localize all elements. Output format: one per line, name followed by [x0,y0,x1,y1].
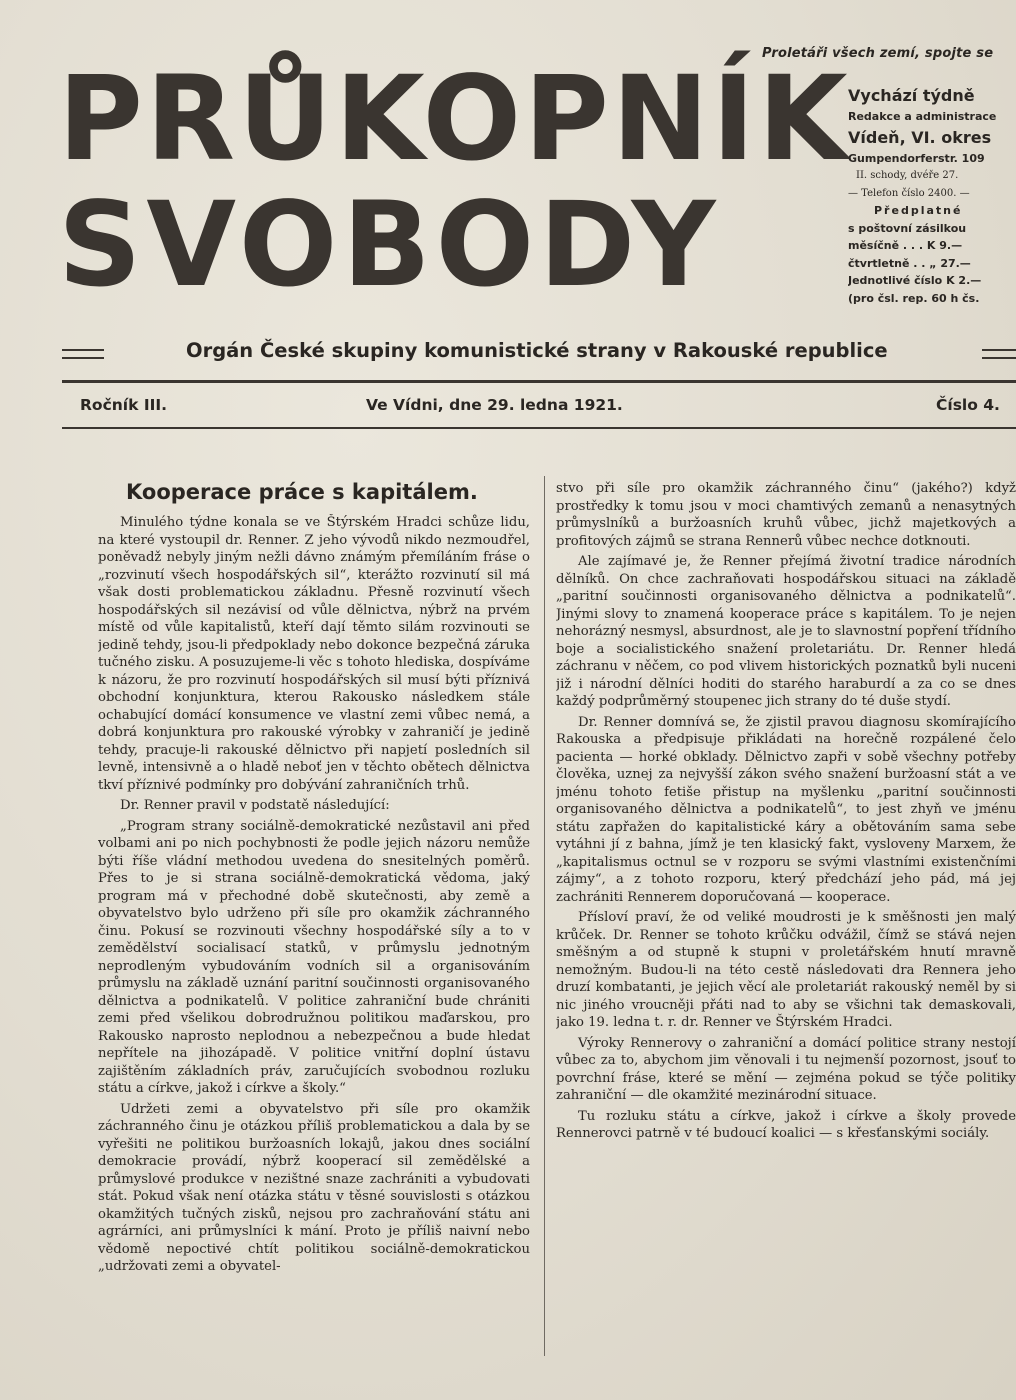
issue-date: Ve Vídni, dne 29. ledna 1921. [366,396,623,414]
article-column-1 [98,514,530,1360]
masthead-title [58,50,851,334]
issue-info-row [80,396,1016,420]
publisher-info-line: s poštovní zásilkou [848,221,967,235]
article-title: Kooperace práce s kapitálem. [126,480,478,504]
article-paragraph: Tu rozluku státu a církve, jakož i církve a školy provede Rennerovci patrně v té budoucí koalici — s křesťanskými sociály. [556,1108,1016,1141]
volume-label: Ročník III. [80,396,168,414]
publisher-info-line: — Telefon číslo 2400. — [848,187,970,199]
article-paragraph: stvo při síle pro okamžik záchranného činu“ (jakého?) když prostředky k tomu jsou v moci chamtivých zemanů a nenasytných průmyslníků a buržoasních kruhů vůbec, jichž majetkových a profitových zájmů se strana Rennerů vůbec nechce dotknouti. [556,481,1016,549]
publisher-info-line: Vídeň, VI. okres [848,127,992,147]
publisher-info-line: čtvrtletně . . „ 27.— [848,256,971,270]
publisher-info-line: Předplatné [874,204,963,217]
article-paragraph: Výroky Rennerovy o zahraniční a domácí politice strany nestojí vůbec za to, abychom jim věnovali i tu nejmenší pozornost, jsouť to povrchní fráse, které se mění — zejména pokud se týče politiky zahraniční — dle okamžité mezinárodní situace. [556,1035,1016,1103]
article-paragraph: Ale zajímavé je, že Renner přejímá životní tradice národních dělníků. On chce zachraňovati hospodářskou situaci na základě „paritní součinnosti organisovaného dělnictva a podnikatelů“. Jinými slovy to znamená kooperace práce s kapitálem. To je nejen nehorázný nesmysl, absurdnost, ale je to slavnostní popření třídního boje a socialistického snažení proletariátu. Dr. Renner hledá záchranu v něčem, co pod vlivem historických poznatků byli nuceni již i národní dělníci hoditi do starého haraburdí a za co se dnes každý podprůměrný stoupenec jich strany do té duše stydí. [556,554,1016,709]
publisher-info-line: (pro čsl. rep. 60 h čs. [848,291,980,305]
publisher-info-line: Jednotlivé číslo K 2.— [848,274,982,287]
subtitle-rule-left [62,349,104,359]
issue-number: Číslo 4. [936,396,1000,414]
article-paragraph: Dr. Renner pravil v podstatě následující: [120,798,390,813]
article-paragraph: Dr. Renner domnívá se, že zjistil pravou diagnosu skomírajícího Rakouska a předpisuje přikládati na horečně rozpálené čelo pacienta — horké obklady. Dělnictvo zapři v sobě všechny potřeby člověka, uznej za nejvyšší zákon svého snažení buržoasní stát a ve jménu tohoto fetiše přistup na myšlenku „paritní součinnosti organisovaného dělnictva a podnikatelů“, to jest zhyň ve jménu státu zapřažen do kapitalistické káry a obětováním sama sebe vytáhni jí z bahna, jímž je ten klasický fakt, vysloveny Marxem, že „kapitalismus octnul se v rozporu se svými vlastními existenčními zájmy“, a z tohoto rozporu, který předchází jeho pád, má jej zachrániti Rennerem doporučovaná — kooperace. [556,714,1016,905]
subtitle-rule-right [982,349,1016,359]
article-paragraph: Minulého týdne konala se ve Štýrském Hradci schůze lidu, na které vystoupil dr. Renner. Z jeho vývodů nikdo nezmoudřel, poněvadž nebyly jiným nežli dávno známým přemíláním fráse o „rozvinutí všech hospodářských sil“, kterážto rozvinutí sil má však dosti problematickou základnu. Přesně rozvinutí všech hospodářských sil nezávisí od vůle dělnictva, nýbrž na prvém místě od vůle kapitalistů, kteří dají těmto silám rozvinouti se jedině tehdy, jsou-li předpoklady nebo dokonce bezpečná záruka tučného zisku. A posuzujeme-li věc s tohoto hlediska, dospíváme k názoru, že pro rozvinutí hospodářských sil musí býti příznivá obchodní konjunktura, kterou Rakousko následkem stále ochabující domácí konsumence ve vlastní zemi vůbec nemá, a dobrá konjunktura pro rakouské výrobky v zahraničí je jedině tehdy, pracuje-li rakouské dělnictvo při napjetí posledních sil levně, intensivně a o hladě neboť jen v těchto obětech dělnictva tkví příznivé podmínky pro dobývání zahraničních trhů. [98,515,530,793]
article-column-2 [556,480,1016,1360]
article-paragraph: Přísloví praví, že od veliké moudrosti je k směšnosti jen malý krůček. Dr. Renner se tohoto krůčku odvážil, čímž se stává nejen směšným a od stupně k stupni v proletářském hnutí mravně nemožným. Budou-li na této cestě následovati dra Rennera jeho druzí kombatanti, je jejich věcí ale proletariát rakouský neměl by si nic jiného vroucněji přáti nad to aby se všichni tak demaskovali, jako 19. ledna t. r. dr. Renner ve Štýrském Hradci. [556,910,1016,1030]
masthead-title-line2: SVOBODY [58,176,721,313]
publisher-info-line: Vychází týdně [848,86,975,105]
masthead-subtitle: Orgán České skupiny komunistické strany v Rakouské republice [186,339,888,362]
masthead-title-line1: PRŮKOPNÍK [58,50,851,187]
masthead-rule [62,380,1016,383]
slogan: Proletáři všech zemí, spojte se [762,46,994,61]
subtitle-row [62,336,1016,368]
publisher-info-line: měsíčně . . . K 9.— [848,239,963,252]
column-divider [544,476,545,1356]
publisher-info-line: II. schody, dvéře 27. [856,170,959,181]
publisher-info-line: Redakce a administrace [848,110,997,123]
article-paragraph: „Program strany sociálně-demokratické nezůstavil ani před volbami ani po nich pochybnosti že podle jejich názoru nemůže býti říše vládní methodou uvedena do snesitelných poměrů. Přes to je si strana sociálně-demokratická vědoma, jaký program má v přechodné době skutečnosti, aby země a obyvatelstvo bylo udrženo při síle pro okamžik záchranného činu. Pokusí se rozvinouti všechny hospodářské síly a to v zemědělství socialisací statků, v průmyslu jednotným neprodleným vybudováním vodních sil a organisováním průmyslu na základě uznání paritní součinnosti organisovaného dělnictva a podnikatelů. V politice zahraniční bude chrániti zemi před všelikou dobrodružnou politikou maďarskou, pro Rakousko naprosto neplodnou a nebezpečnou a bude hledat nepřítele na jihozápadě. V politice vnitřní doplní ústavu zajištěním základních práv, zaručujících svobodnou rozluku státu a církve, jakož i církve a školy.“ [98,818,530,1096]
publisher-info-line: Gumpendorferstr. 109 [848,151,985,165]
article-paragraph: Udržeti zemi a obyvatelstvo při síle pro okamžik záchranného činu je otázkou příliš problematickou a dala by se vyřešiti ne politikou buržoasních lokajů, jakou dnes sociální demokracie provádí, nýbrž kooperací sil zemědělské a průmyslové produkce v nezištné snaze zachrániti a vybudovati stát. Pokud však není otázka státu v těsné souvislosti s otázkou okamžitých tučných zisků, nejsou pro zachraňování státu ani agrárníci, ani průmyslníci k mání. Proto je příliš naivní nebo vědomě nepoctivé chtít politikou sociálně-demokratickou „udržovati zemi a obyvatel- [98,1101,530,1274]
publisher-info [848,84,1016,336]
issue-rule [62,427,1016,429]
